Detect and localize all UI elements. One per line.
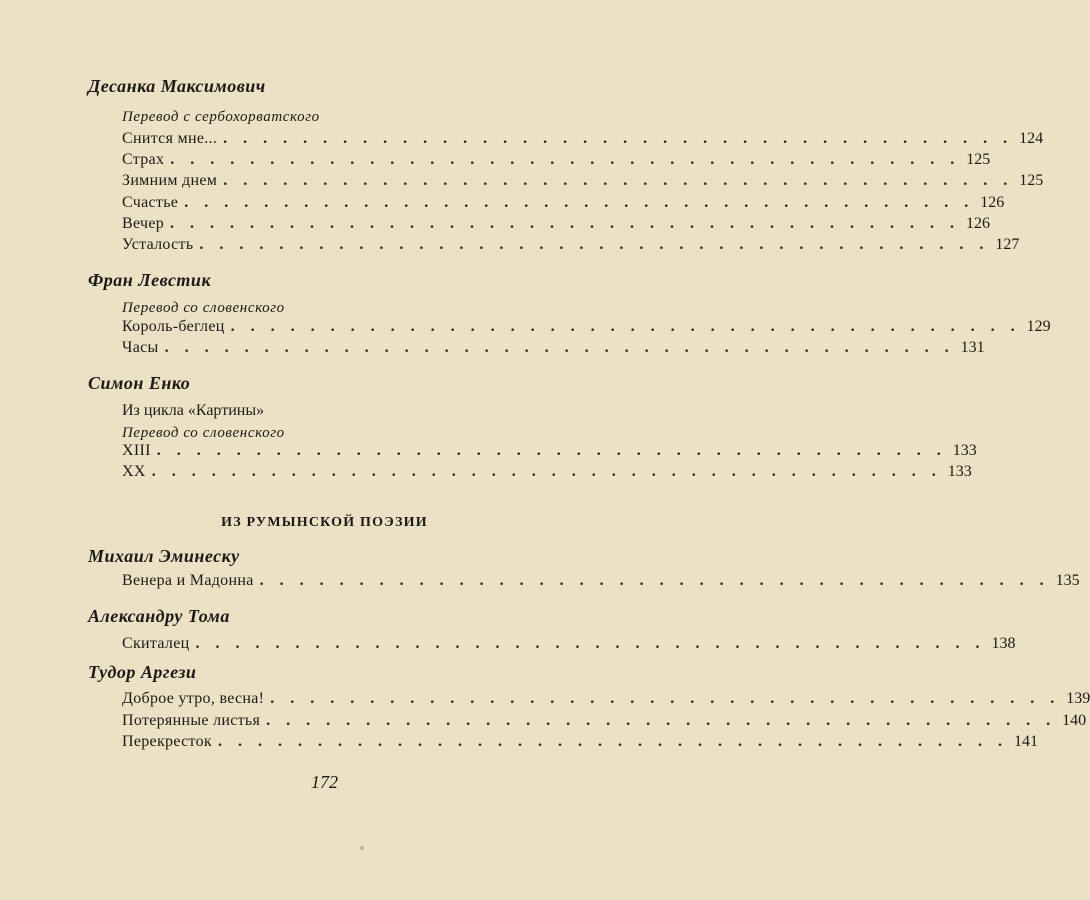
entry-title: Перекресток xyxy=(122,733,212,750)
entry-title: Вечер xyxy=(122,215,165,232)
entry-page: 133 xyxy=(952,442,977,459)
leader-dots: . . . . . . . . . . . . . . . . . . . . . . . . . . . . . . . . . . . . . . . . xyxy=(223,172,1014,189)
author-heading: Десанка Максимович xyxy=(88,76,266,96)
entry-title: Венера и Мадонна xyxy=(122,572,254,589)
translation-note: Перевод со словенского xyxy=(122,300,285,316)
toc-entry[interactable] xyxy=(122,733,1038,755)
leader-dots: . . . . . . . . . . . . . . . . . . . . . . . . . . . . . . . . . . . . . . . . xyxy=(259,572,1050,589)
toc-entry[interactable] xyxy=(122,318,1051,340)
entry-title: Снится мне... xyxy=(122,130,218,147)
leader-dots: . . . . . . . . . . . . . . . . . . . . . . . . . . . . . . . . . . . . . . . . xyxy=(164,339,955,356)
entry-title: Зимним днем xyxy=(122,172,218,189)
toc-entry[interactable] xyxy=(122,690,1090,712)
entry-page: 126 xyxy=(966,215,991,232)
entry-page: 126 xyxy=(980,194,1005,211)
entry-page: 141 xyxy=(1014,733,1038,750)
entry-title: Счастье xyxy=(122,194,179,211)
toc-entry[interactable] xyxy=(122,151,991,173)
entry-page: 140 xyxy=(1062,712,1087,729)
entry-title: Часы xyxy=(122,339,159,356)
toc-entry[interactable] xyxy=(122,712,1087,734)
toc-entry[interactable] xyxy=(122,236,1020,258)
leader-dots: . . . . . . . . . . . . . . . . . . . . . . . . . . . . . . . . . . . . . . . . xyxy=(199,236,990,253)
toc-entry[interactable] xyxy=(122,172,1044,194)
leader-dots: . . . . . . . . . . . . . . . . . . . . . . . . . . . . . . . . . . . . . . . . xyxy=(170,215,961,232)
leader-dots: . . . . . . . . . . . . . . . . . . . . . . . . . . . . . . . . . . . . . . . . xyxy=(270,690,1061,707)
leader-dots: . . . . . . . . . . . . . . . . . . . . . . . . . . . . . . . . . . . . . . . . xyxy=(218,733,1008,750)
entry-page: 125 xyxy=(966,151,991,168)
page-number: 172 xyxy=(311,772,338,792)
entry-title: Усталость xyxy=(122,236,194,253)
author-heading: Михаил Эминеску xyxy=(88,546,240,566)
author-heading: Симон Енко xyxy=(88,373,191,393)
toc-entry[interactable] xyxy=(122,130,1044,152)
entry-page: 129 xyxy=(1026,318,1051,335)
toc-entry[interactable] xyxy=(122,463,972,485)
toc-entry[interactable] xyxy=(122,572,1080,594)
entry-page: 127 xyxy=(995,236,1020,253)
leader-dots: . . . . . . . . . . . . . . . . . . . . . . . . . . . . . . . . . . . . . . . . xyxy=(230,318,1021,335)
cycle-title: Из цикла «Картины» xyxy=(122,402,265,419)
entry-page: 125 xyxy=(1019,172,1044,189)
author-heading: Тудор Аргези xyxy=(88,662,197,682)
leader-dots: . . . . . . . . . . . . . . . . . . . . . . . . . . . . . . . . . . . . . . . . xyxy=(266,712,1057,729)
entry-title: Король-беглец xyxy=(122,318,225,335)
entry-page: 139 xyxy=(1066,690,1090,707)
translation-note: Перевод со словенского xyxy=(122,425,285,441)
leader-dots: . . . . . . . . . . . . . . . . . . . . . . . . . . . . . . . . . . . . . . . . xyxy=(156,442,947,459)
toc-entry[interactable] xyxy=(122,339,985,361)
paper-smudge xyxy=(360,846,364,850)
translation-note: Перевод с сербохорватского xyxy=(122,109,320,125)
section-heading: ИЗ РУМЫНСКОЙ ПОЭЗИИ xyxy=(221,515,428,530)
leader-dots: . . . . . . . . . . . . . . . . . . . . . . . . . . . . . . . . . . . . . . . . xyxy=(184,194,975,211)
toc-entry[interactable] xyxy=(122,215,991,237)
toc-entry[interactable] xyxy=(122,635,1016,657)
author-heading: Фран Левстик xyxy=(88,270,212,290)
toc-entry[interactable] xyxy=(122,194,1005,216)
leader-dots: . . . . . . . . . . . . . . . . . . . . . . . . . . . . . . . . . . . . . . . . xyxy=(170,151,961,168)
entry-title: Потерянные листья xyxy=(122,712,261,729)
leader-dots: . . . . . . . . . . . . . . . . . . . . . . . . . . . . . . . . . . . . . . . . xyxy=(223,130,1014,147)
leader-dots: . . . . . . . . . . . . . . . . . . . . . . . . . . . . . . . . . . . . . . . . xyxy=(151,463,942,480)
entry-page: 138 xyxy=(991,635,1016,652)
author-heading: Александру Тома xyxy=(88,606,230,626)
entry-title: Доброе утро, весна! xyxy=(122,690,265,707)
entry-title: Скиталец xyxy=(122,635,190,652)
entry-page: 133 xyxy=(947,463,972,480)
leader-dots: . . . . . . . . . . . . . . . . . . . . . . . . . . . . . . . . . . . . . . . . xyxy=(195,635,986,652)
entry-title: XX xyxy=(122,463,146,480)
toc-entry[interactable] xyxy=(122,442,977,464)
entry-page: 131 xyxy=(960,339,985,356)
entry-page: 124 xyxy=(1019,130,1044,147)
entry-page: 135 xyxy=(1055,572,1080,589)
entry-title: Страх xyxy=(122,151,165,168)
entry-title: XIII xyxy=(122,442,151,459)
